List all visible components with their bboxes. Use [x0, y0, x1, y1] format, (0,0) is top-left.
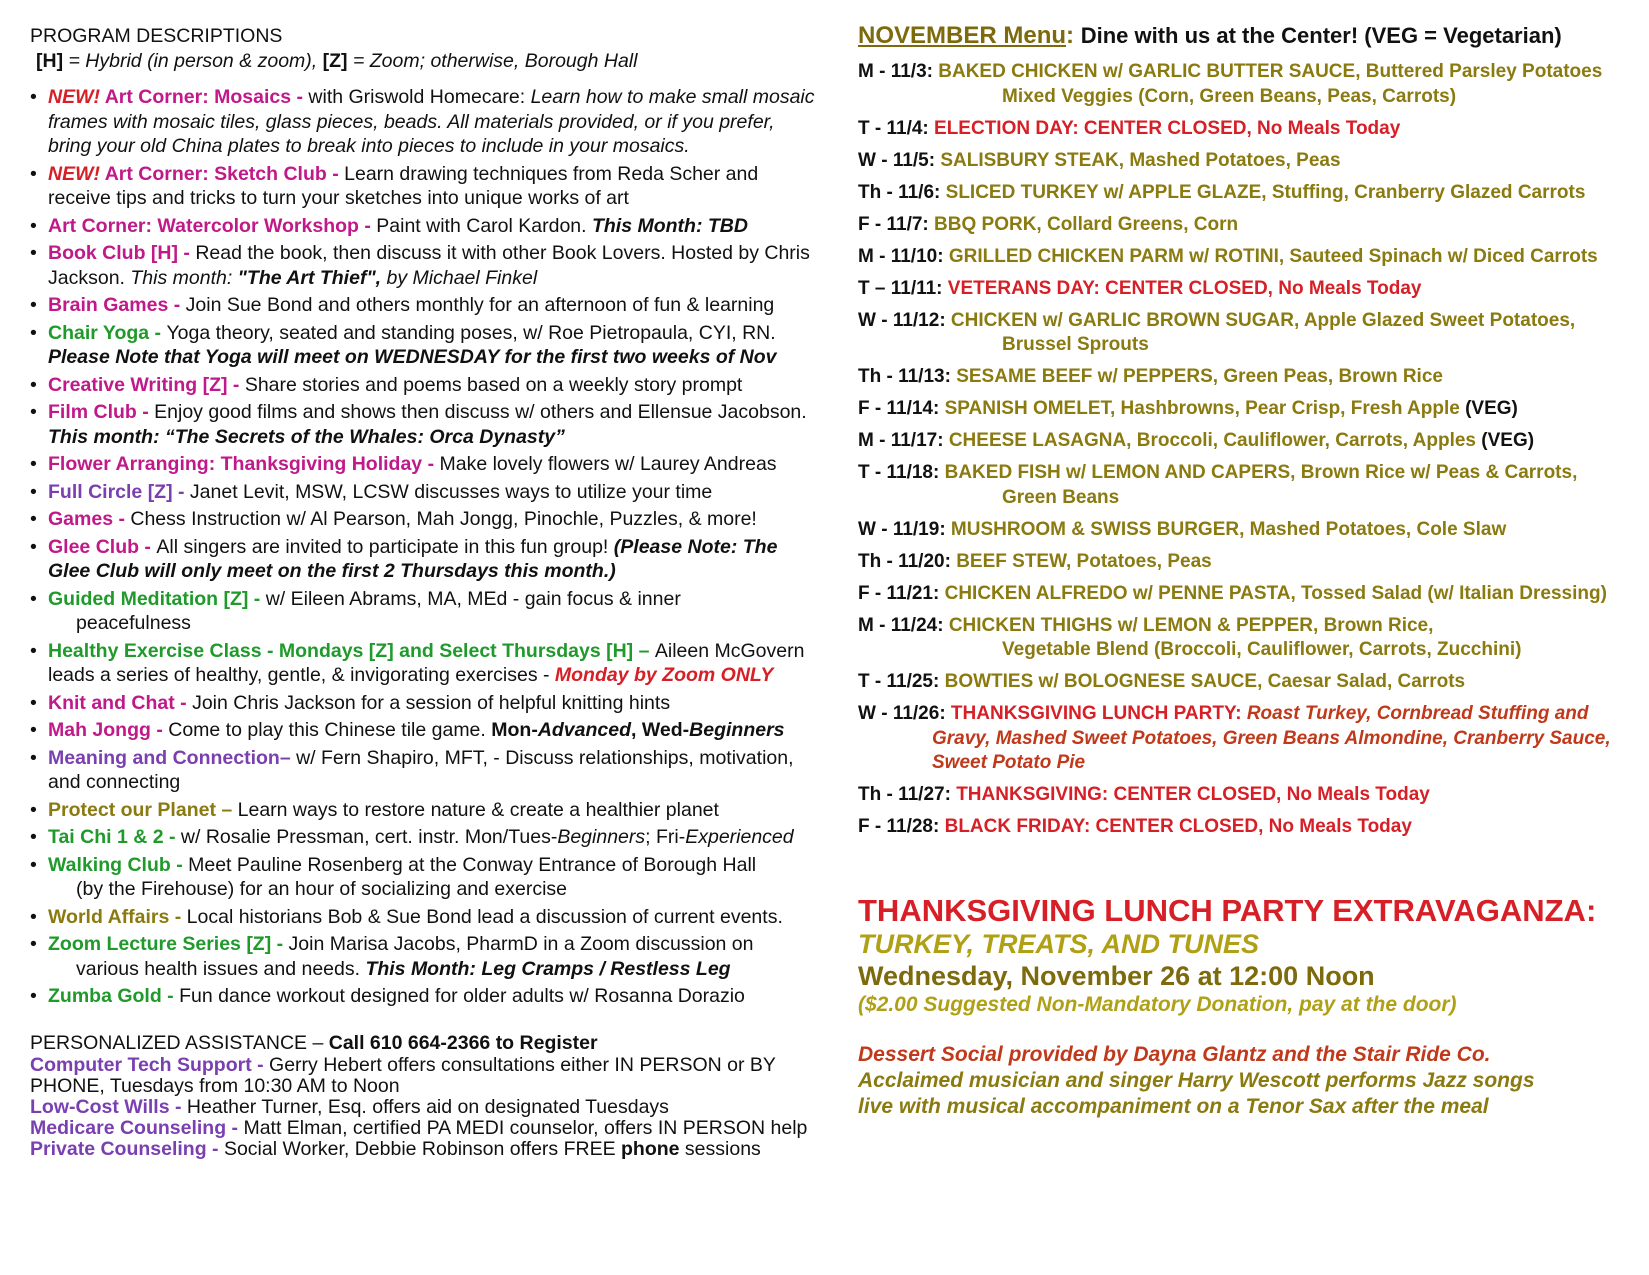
program-item-mah-jongg: • Mah Jongg - Come to play this Chinese tile game. Mon-Advanced, Wed-Beginners: [30, 718, 820, 743]
program-item-sketch-club: • NEW! Art Corner: Sketch Club - Learn drawing techniques from Reda Scher and receive tips and tricks to turn your sketches into unique works of art: [30, 162, 820, 211]
program-item-knit-and-chat: • Knit and Chat - Join Chris Jackson for a session of helpful knitting hints: [30, 691, 820, 716]
program-item-mosaics: • NEW! Art Corner: Mosaics - with Griswold Homecare: Learn how to make small mosaic frames with mosaic tiles, glass pieces, beads. All materials provided, or if you prefer, bring your old China plates to break into pieces to include in your mosaics.: [30, 85, 820, 159]
program-item-protect-planet: • Protect our Planet – Learn ways to restore nature & create a healthier planet: [30, 798, 820, 823]
thanksgiving-donation: ($2.00 Suggested Non-Mandatory Donation, pay at the door): [858, 993, 1457, 1016]
program-item-book-club: • Book Club [H] - Read the book, then discuss it with other Book Lovers. Hosted by Chris Jackson. This month: "The Art Thief", by Michael Finkel: [30, 241, 820, 290]
program-item-film-club: • Film Club - Enjoy good films and shows then discuss w/ others and Ellensue Jacobson. This month: “The Secrets of the Whales: Orca Dynasty”: [30, 400, 820, 449]
menu-row: M - 11/10: GRILLED CHICKEN PARM w/ ROTINI, Sauteed Spinach w/ Diced Carrots: [858, 245, 1598, 267]
assistance-item-tech-support: Computer Tech Support - Gerry Hebert offers consultations either IN PERSON or BY PHONE, Tuesdays from 10:30 AM to Noon: [30, 1054, 776, 1097]
assistance-heading: PERSONALIZED ASSISTANCE – Call 610 664-2366 to Register: [30, 1031, 598, 1054]
menu-row-thanksgiving-party: W - 11/26: THANKSGIVING LUNCH PARTY: Roast Turkey, Cornbread Stuffing and Gravy, Mashed Sweet Potatoes, Green Beans Almondine, Cranberry Sauce, Sweet Potato Pie: [858, 703, 1611, 773]
menu-row: M - 11/3: BAKED CHICKEN w/ GARLIC BUTTER SAUCE, Buttered Parsley Potatoes Mixed Veggies (Corn, Green Beans, Peas, Carrots): [858, 61, 1603, 107]
menu-row: F - 11/7: BBQ PORK, Collard Greens, Corn: [858, 213, 1239, 235]
assistance-item-wills: Low-Cost Wills - Heather Turner, Esq. offers aid on designated Tuesdays: [30, 1096, 669, 1118]
menu-row: T - 11/25: BOWTIES w/ BOLOGNESE SAUCE, Caesar Salad, Carrots: [858, 671, 1466, 692]
program-item-chair-yoga: • Chair Yoga - Yoga theory, seated and standing poses, w/ Roe Pietropaula, CYI, RN. Please Note that Yoga will meet on WEDNESDAY for the first two weeks of Nov: [30, 321, 820, 370]
menu-row: Th - 11/27: THANKSGIVING: CENTER CLOSED, No Meals Today: [858, 784, 1430, 805]
menu-row: Th - 11/6: SLICED TURKEY w/ APPLE GLAZE, Stuffing, Cranberry Glazed Carrots: [858, 181, 1586, 203]
thanksgiving-title: THANKSGIVING LUNCH PARTY EXTRAVAGANZA:: [858, 893, 1597, 928]
program-item-tai-chi: • Tai Chi 1 & 2 - w/ Rosalie Pressman, cert. instr. Mon/Tues-Beginners; Fri-Experienced: [30, 825, 820, 850]
programs-heading: PROGRAM DESCRIPTIONS: [30, 25, 283, 47]
assistance-item-medicare: Medicare Counseling - Matt Elman, certified PA MEDI counselor, offers IN PERSON help: [30, 1117, 808, 1139]
menu-row: T - 11/4: ELECTION DAY: CENTER CLOSED, No Meals Today: [858, 117, 1401, 139]
program-item-walking-club: • Walking Club - Meet Pauline Rosenberg at the Conway Entrance of Borough Hall (by the Firehouse) for an hour of socializing and exercise: [30, 853, 820, 902]
program-item-creative-writing: • Creative Writing [Z] - Share stories and poems based on a weekly story prompt: [30, 373, 820, 398]
assistance-list: [30, 1055, 820, 1160]
menu-row: F - 11/14: SPANISH OMELET, Hashbrowns, Pear Crisp, Fresh Apple (VEG): [858, 398, 1518, 419]
program-item-healthy-exercise: • Healthy Exercise Class - Mondays [Z] and Select Thursdays [H] – Aileen McGovern leads a series of healthy, gentle, & invigorating exercises - Monday by Zoom ONLY: [30, 639, 820, 688]
menu-row: F - 11/21: CHICKEN ALFREDO w/ PENNE PASTA, Tossed Salad (w/ Italian Dressing): [858, 582, 1607, 604]
music-text-line-2: live with musical accompaniment on a Tenor Sax after the meal: [858, 1095, 1489, 1118]
menu-row: M - 11/17: CHEESE LASAGNA, Broccoli, Cauliflower, Carrots, Apples (VEG): [858, 430, 1535, 451]
program-list: [30, 85, 820, 1009]
menu-column: [858, 22, 1638, 1118]
menu-row: M - 11/24: CHICKEN THIGHS w/ LEMON & PEPPER, Brown Rice, Vegetable Blend (Broccoli, Cauliflower, Carrots, Zucchini): [858, 614, 1522, 660]
menu-row: Th - 11/20: BEEF STEW, Potatoes, Peas: [858, 550, 1212, 572]
thanksgiving-subtitle: TURKEY, TREATS, AND TUNES: [858, 929, 1260, 959]
program-item-brain-games: • Brain Games - Join Sue Bond and others monthly for an afternoon of fun & learning: [30, 293, 820, 318]
music-text-line-1: Acclaimed musician and singer Harry Wescott performs Jazz songs: [858, 1069, 1535, 1092]
thanksgiving-date: Wednesday, November 26 at 12:00 Noon: [858, 961, 1375, 991]
program-item-games: • Games - Chess Instruction w/ Al Pearson, Mah Jongg, Pinochle, Puzzles, & more!: [30, 507, 820, 532]
thanksgiving-description: [858, 1042, 1638, 1120]
program-item-meaning-connection: • Meaning and Connection– w/ Fern Shapiro, MFT, - Discuss relationships, motivation, and connecting: [30, 746, 820, 795]
program-item-glee-club: • Glee Club - All singers are invited to participate in this fun group! (Please Note: The Glee Club will only meet on the first 2 Thursdays this month.): [30, 535, 820, 584]
menu-row: Th - 11/13: SESAME BEEF w/ PEPPERS, Green Peas, Brown Rice: [858, 366, 1443, 387]
program-item-guided-meditation: • Guided Meditation [Z] - w/ Eileen Abrams, MA, MEd - gain focus & inner peacefulness: [30, 587, 820, 636]
program-item-watercolor: • Art Corner: Watercolor Workshop - Paint with Carol Kardon. This Month: TBD: [30, 214, 820, 239]
program-item-full-circle: • Full Circle [Z] - Janet Levit, MSW, LCSW discusses ways to utilize your time: [30, 480, 820, 505]
program-item-world-affairs: • World Affairs - Local historians Bob & Sue Bond lead a discussion of current events.: [30, 905, 820, 930]
thanksgiving-announcement: [858, 894, 1638, 1120]
menu-row: T - 11/18: BAKED FISH w/ LEMON AND CAPERS, Brown Rice w/ Peas & Carrots, Green Beans: [858, 462, 1578, 508]
dessert-social-text: Dessert Social provided by Dayna Glantz and the Stair Ride Co.: [858, 1043, 1491, 1066]
menu-row: W - 11/19: MUSHROOM & SWISS BURGER, Mashed Potatoes, Cole Slaw: [858, 518, 1507, 540]
program-item-zoom-lecture: • Zoom Lecture Series [Z] - Join Marisa Jacobs, PharmD in a Zoom discussion on various health issues and needs. This Month: Leg Cramps / Restless Leg: [30, 932, 820, 981]
programs-legend: [H] = Hybrid (in person & zoom), [Z] = Zoom; otherwise, Borough Hall: [36, 49, 638, 72]
program-item-zumba-gold: • Zumba Gold - Fun dance workout designed for older adults w/ Rosanna Dorazio: [30, 984, 820, 1009]
assistance-item-counseling: Private Counseling - Social Worker, Debbie Robinson offers FREE phone sessions: [30, 1138, 761, 1160]
menu-row: T – 11/11: VETERANS DAY: CENTER CLOSED, No Meals Today: [858, 277, 1422, 299]
menu-row: F - 11/28: BLACK FRIDAY: CENTER CLOSED, No Meals Today: [858, 816, 1412, 837]
program-item-flower-arranging: • Flower Arranging: Thanksgiving Holiday - Make lovely flowers w/ Laurey Andreas: [30, 452, 820, 477]
program-descriptions-column: [30, 24, 820, 1160]
menu-row: W - 11/12: CHICKEN w/ GARLIC BROWN SUGAR, Apple Glazed Sweet Potatoes, Brussel Sprouts: [858, 309, 1576, 355]
menu-row: W - 11/5: SALISBURY STEAK, Mashed Potatoes, Peas: [858, 149, 1341, 171]
menu-title: NOVEMBER Menu: Dine with us at the Center! (VEG = Vegetarian): [858, 22, 1562, 49]
